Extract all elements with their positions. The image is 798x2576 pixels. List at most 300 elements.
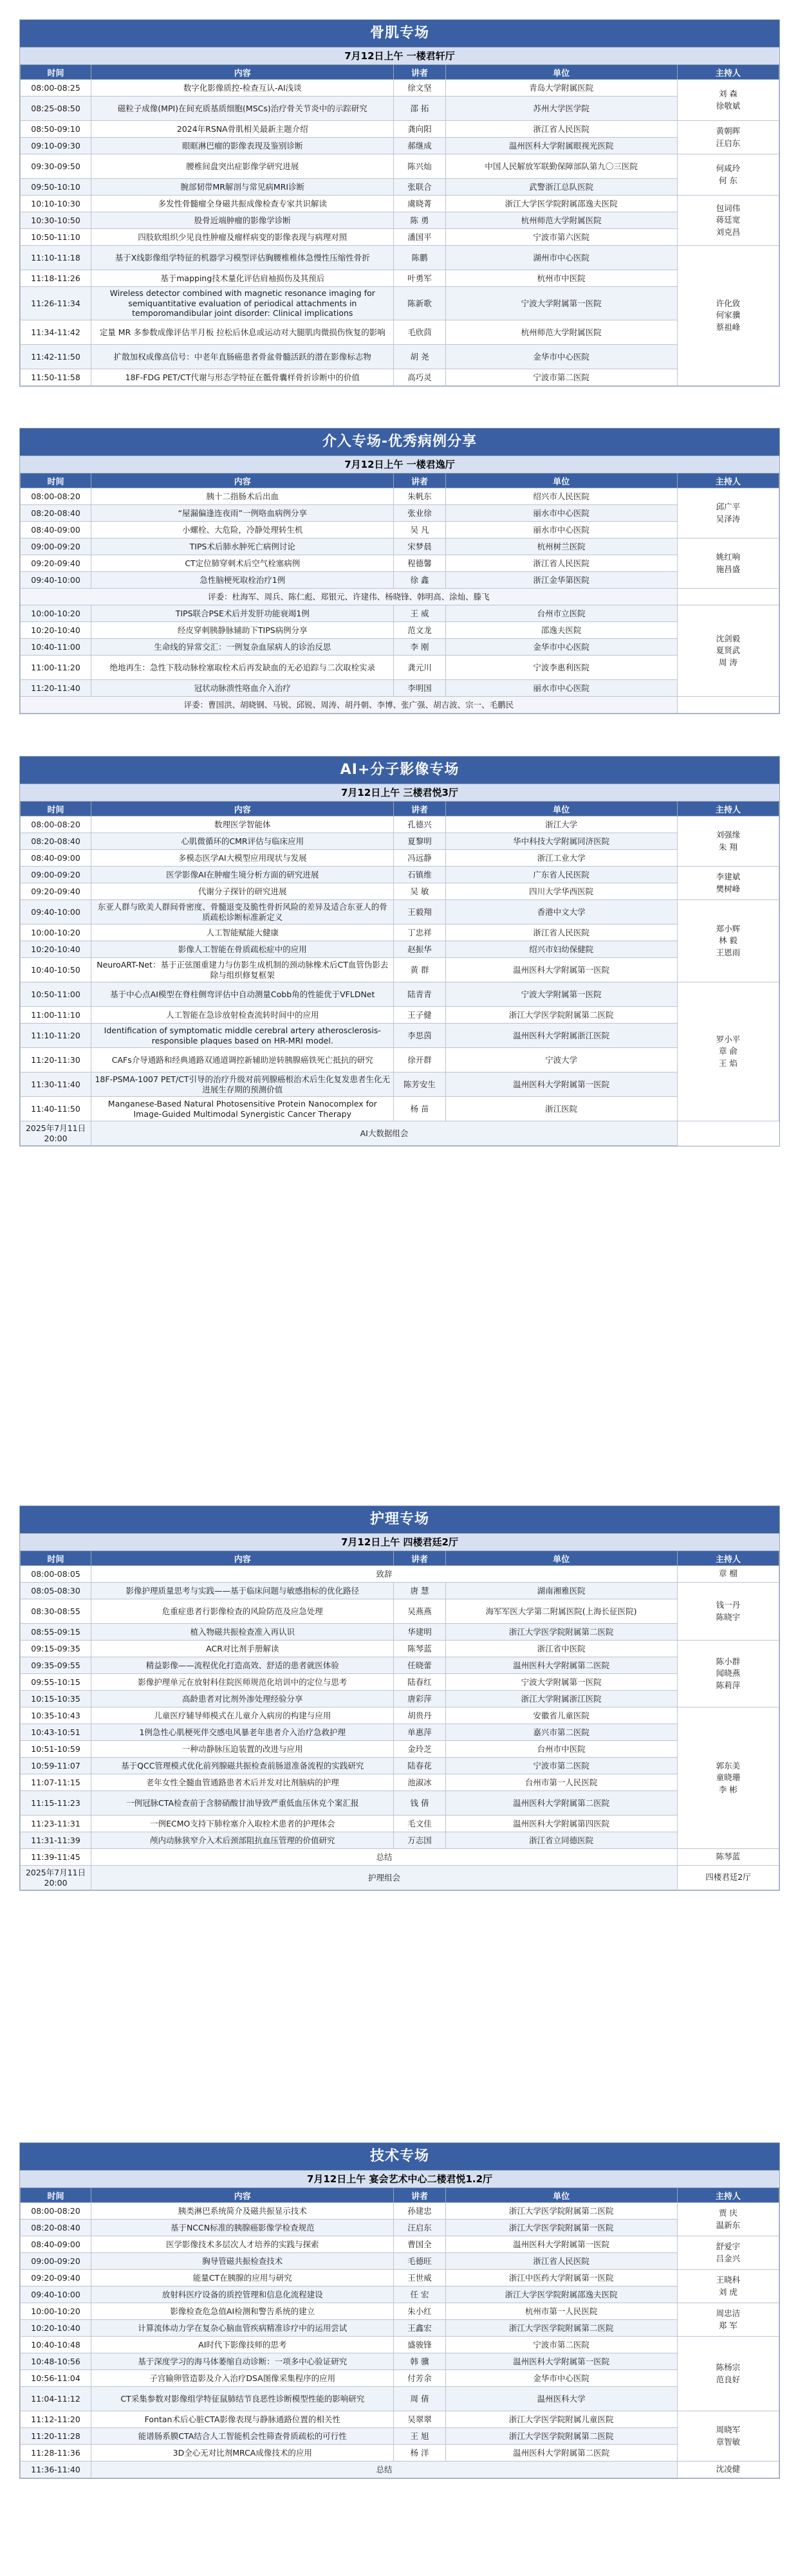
speaker-cell: 宋梦晨 xyxy=(394,538,445,555)
speaker-cell: 陈新歌 xyxy=(394,287,445,320)
unit-cell: 杭州树兰医院 xyxy=(445,538,677,555)
table-row xyxy=(21,1007,779,1024)
column-header-speaker: 讲者 xyxy=(394,802,445,816)
table-row xyxy=(21,925,779,941)
time-cell: 09:30-09:50 xyxy=(21,154,91,179)
unit-cell: 青岛大学附属医院 xyxy=(445,80,677,97)
table-row xyxy=(21,1072,779,1097)
time-cell: 11:20-11:28 xyxy=(21,2428,91,2445)
speaker-cell: 王子健 xyxy=(394,1007,445,1024)
content-cell: 高龄患者对比剂外渗处理经验分享 xyxy=(91,1691,394,1707)
speaker-cell: 潘国平 xyxy=(394,229,445,246)
speaker-cell: 夏黎明 xyxy=(394,833,445,850)
speaker-cell: 程德馨 xyxy=(394,555,445,572)
table-row xyxy=(21,1758,779,1774)
time-cell: 11:40-11:50 xyxy=(21,1097,91,1121)
judges-row: 评委：杜海军、周兵、陈仁彪、郑银元、许建伟、杨晓锋、韩明高、涂灿、滕飞 xyxy=(21,589,678,605)
column-header-time: 时间 xyxy=(21,802,91,816)
unit-cell: 武警浙江总队医院 xyxy=(445,179,677,196)
speaker-cell: 韩 骥 xyxy=(394,2353,445,2370)
time-cell: 08:00-08:20 xyxy=(21,488,91,505)
table-row xyxy=(21,2461,779,2478)
speaker-cell: 陈 勇 xyxy=(394,212,445,229)
content-cell: 儿童医疗辅导师模式在儿童介入病房的构建与应用 xyxy=(91,1707,394,1724)
content-cell: ACR对比剂手册解读 xyxy=(91,1641,394,1657)
time-cell: 09:40-10:00 xyxy=(21,900,91,925)
time-cell: 09:35-09:55 xyxy=(21,1657,91,1674)
column-header-content: 内容 xyxy=(91,65,394,80)
table-row xyxy=(21,850,779,867)
content-cell: TIPS术后肺水肿死亡病例讨论 xyxy=(91,538,394,555)
chair-cell: 陈琴蓝 xyxy=(677,1849,779,1866)
table-row xyxy=(21,488,779,505)
unit-cell: 金华市中心医院 xyxy=(445,345,677,369)
time-cell: 10:48-10:56 xyxy=(21,2353,91,2370)
content-cell: 一例ECMO支持下肺栓塞介入取栓术患者的护理体会 xyxy=(91,1816,394,1832)
time-cell: 10:00-10:20 xyxy=(21,605,91,622)
schedule-table xyxy=(20,1550,779,1890)
table-row xyxy=(21,1566,779,1583)
unit-cell: 苏州大学医学院 xyxy=(445,97,677,121)
unit-cell: 台州市第一人民医院 xyxy=(445,1774,677,1791)
column-header-chair: 主持人 xyxy=(677,2188,779,2203)
time-cell: 10:20-10:40 xyxy=(21,2320,91,2337)
time-cell: 11:31-11:39 xyxy=(21,1832,91,1849)
content-cell: 眼眶淋巴瘤的影像表现及鉴别诊断 xyxy=(91,138,394,154)
time-cell: 11:42-11:50 xyxy=(21,345,91,369)
time-cell: 09:00-09:20 xyxy=(21,2253,91,2270)
table-row xyxy=(21,2428,779,2445)
unit-cell: 温州医科大学 xyxy=(445,2387,677,2411)
table-row xyxy=(21,1741,779,1758)
table-row xyxy=(21,2203,779,2220)
session-date-venue: 7月12日上午 一楼君轩厅 xyxy=(20,47,779,64)
column-header-unit: 单位 xyxy=(445,474,677,488)
unit-cell: 浙江大学医学院附属邵逸夫医院 xyxy=(445,196,677,212)
unit-cell: 丽水市中心医院 xyxy=(445,522,677,538)
table-row xyxy=(21,154,779,179)
speaker-cell: 王 威 xyxy=(394,605,445,622)
speaker-cell: 王 旭 xyxy=(394,2428,445,2445)
table-row xyxy=(21,2220,779,2236)
schedule-table xyxy=(20,64,779,386)
time-cell: 08:00-08:05 xyxy=(21,1566,91,1583)
table-row xyxy=(21,1583,779,1599)
time-cell: 09:20-09:40 xyxy=(21,2270,91,2286)
table-row xyxy=(21,656,779,680)
unit-cell: 温州医科大学附属第四医院 xyxy=(445,1816,677,1832)
content-cell: 急性脑梗死取栓治疗1例 xyxy=(91,572,394,589)
session-interv xyxy=(19,428,780,714)
speaker-cell: 吴翠翠 xyxy=(394,2411,445,2428)
time-cell: 11:04-11:12 xyxy=(21,2387,91,2411)
speaker-cell: 朱小红 xyxy=(394,2303,445,2320)
table-row xyxy=(21,1097,779,1121)
session-tech xyxy=(19,2142,780,2479)
table-row xyxy=(21,1657,779,1674)
content-cell: 冠状动脉溃性咯血介入治疗 xyxy=(91,680,394,697)
speaker-cell: 高巧灵 xyxy=(394,369,445,386)
unit-cell: 浙江大学医学院附属儿童医院 xyxy=(445,2411,677,2428)
unit-cell: 华中科技大学附属同济医院 xyxy=(445,833,677,850)
time-cell: 08:20-08:40 xyxy=(21,833,91,850)
column-header-speaker: 讲者 xyxy=(394,2188,445,2203)
chair-cell: 舒爱宇 吕金兴 xyxy=(677,2236,779,2270)
content-cell: 子宫输卵管造影及介入治疗DSA图像采集程序的应用 xyxy=(91,2370,394,2387)
session-date-venue: 7月12日上午 三楼君悦3厅 xyxy=(20,784,779,801)
table-row xyxy=(21,1624,779,1641)
speaker-cell: 金玲芝 xyxy=(394,1741,445,1758)
table-row xyxy=(21,1048,779,1072)
table-row xyxy=(21,639,779,656)
chair-cell: 罗小平 章 俞 王 焰 xyxy=(677,982,779,1121)
unit-cell: 杭州市中医院 xyxy=(445,270,677,287)
speaker-cell: 唐彩萍 xyxy=(394,1691,445,1707)
speaker-cell: 王鑫宏 xyxy=(394,2320,445,2337)
content-cell: 人工智能在急诊放射检查流转时间中的应用 xyxy=(91,1007,394,1024)
speaker-cell: 虞晓菁 xyxy=(394,196,445,212)
content-cell: 股骨近端肿瘤的影像学诊断 xyxy=(91,212,394,229)
schedule-table xyxy=(20,473,779,713)
content-cell: 颅内动脉狭窄介入术后颈部阻抗血压管理的价值研究 xyxy=(91,1832,394,1849)
speaker-cell: 吴燕燕 xyxy=(394,1599,445,1624)
column-header-chair: 主持人 xyxy=(677,1551,779,1566)
speaker-cell: 汪启东 xyxy=(394,2220,445,2236)
unit-cell: 绍兴市妇幼保健院 xyxy=(445,941,677,958)
speaker-cell: 丁忠祥 xyxy=(394,925,445,941)
time-cell: 08:00-08:20 xyxy=(21,816,91,833)
content-cell: Wireless detector combined with magnetic resonance imaging for semiquantitative evaluation of periodical attachments in temporomandibular joint disorder: Clinical implications xyxy=(91,287,394,320)
content-cell: CT采集参数对影像组学特征鼠肺结节良恶性诊断模型性能的影响研究 xyxy=(91,2387,394,2411)
merged-content-cell: 致辞 xyxy=(91,1566,678,1583)
session-bone xyxy=(19,19,780,387)
time-cell: 08:55-09:15 xyxy=(21,1624,91,1641)
speaker-cell: 孔德兴 xyxy=(394,816,445,833)
content-cell: 代谢分子探针的研究进展 xyxy=(91,883,394,900)
speaker-cell: 郝继成 xyxy=(394,138,445,154)
speaker-cell: 吴 凡 xyxy=(394,522,445,538)
column-header-content: 内容 xyxy=(91,1551,394,1566)
time-cell: 10:40-11:00 xyxy=(21,639,91,656)
content-cell: 基于QCC管理模式优化前列腺磁共振检查前肠道准备流程的实践研究 xyxy=(91,1758,394,1774)
chair-cell: 姚红响 施昌盛 xyxy=(677,538,779,589)
time-cell: 10:50-11:00 xyxy=(21,982,91,1007)
column-header-content: 内容 xyxy=(91,802,394,816)
session-ai xyxy=(19,756,780,1146)
chair-cell: 许化致 何家骥 蔡祖峰 xyxy=(677,246,779,386)
chair-cell: 钱一丹 陈晓宇 xyxy=(677,1583,779,1641)
content-cell: 腰椎间盘突出症影像学研究进展 xyxy=(91,154,394,179)
table-row xyxy=(21,2303,779,2320)
session-date-venue: 7月12日上午 一楼君逸厅 xyxy=(20,455,779,473)
judges-row: 评委：曹国洪、胡晓钢、马锐、邱锐、周涛、胡丹朝、李博、张广强、胡吉波、宗一、毛鹏民 xyxy=(21,697,678,713)
speaker-cell: 陆春红 xyxy=(394,1674,445,1691)
unit-cell: 浙江医院 xyxy=(445,1097,677,1121)
unit-cell: 宁波市第六医院 xyxy=(445,229,677,246)
speaker-cell: 叶勇军 xyxy=(394,270,445,287)
table-row xyxy=(21,833,779,850)
time-cell: 10:00-10:20 xyxy=(21,925,91,941)
table-row xyxy=(21,941,779,958)
session-title: 骨肌专场 xyxy=(20,20,779,47)
time-cell: 10:10-10:30 xyxy=(21,196,91,212)
speaker-cell: 陈兴灿 xyxy=(394,154,445,179)
speaker-cell: 冯远静 xyxy=(394,850,445,867)
table-row xyxy=(21,2337,779,2353)
time-cell: 10:50-11:10 xyxy=(21,229,91,246)
time-cell: 09:15-09:35 xyxy=(21,1641,91,1657)
table-row xyxy=(21,900,779,925)
unit-cell: 浙江省人民医院 xyxy=(445,121,677,138)
chair-cell xyxy=(677,697,779,713)
content-cell: 定量 MR 多参数成像评估半月板 拉松后休息或运动对大腿肌肉微损伤恢复的影响 xyxy=(91,320,394,345)
unit-cell: 金华市中心医院 xyxy=(445,2370,677,2387)
session-date-venue: 7月12日上午 宴会艺术中心二楼君悦1.2厅 xyxy=(20,2170,779,2187)
time-cell: 2025年7月11日 20:00 xyxy=(21,1121,91,1146)
content-cell: 计算流体动力学在复杂心脑血管疾病精准诊疗中的运用尝试 xyxy=(91,2320,394,2337)
content-cell: 1例急性心肌梗死伴交感电风暴老年患者介入治疗急救护理 xyxy=(91,1724,394,1741)
unit-cell: 丽水市中心医院 xyxy=(445,505,677,522)
unit-cell: 绍兴市人民医院 xyxy=(445,488,677,505)
table-row xyxy=(21,138,779,154)
unit-cell: 邵逸夫医院 xyxy=(445,622,677,639)
speaker-cell: 周 倩 xyxy=(394,2387,445,2411)
unit-cell: 浙江中医药大学附属第一医院 xyxy=(445,2270,677,2286)
time-cell: 10:30-10:50 xyxy=(21,212,91,229)
table-row xyxy=(21,622,779,639)
time-cell: 10:40-10:48 xyxy=(21,2337,91,2353)
speaker-cell: 龚元川 xyxy=(394,656,445,680)
table-row xyxy=(21,80,779,97)
content-cell: 生命线的异常交汇：一例复杂血尿病人的诊治反思 xyxy=(91,639,394,656)
table-row xyxy=(21,345,779,369)
content-cell: 胰类淋巴系统简介及磁共振显示技术 xyxy=(91,2203,394,2220)
table-row xyxy=(21,1816,779,1832)
table-row xyxy=(21,1691,779,1707)
content-cell: 一种动静脉压迫装置的改进与应用 xyxy=(91,1741,394,1758)
speaker-cell: 陈鹏 xyxy=(394,246,445,270)
unit-cell: 广东省人民医院 xyxy=(445,867,677,883)
schedule-table xyxy=(20,801,779,1146)
speaker-cell: 杨 洋 xyxy=(394,2445,445,2461)
table-row xyxy=(21,555,779,572)
column-header-speaker: 讲者 xyxy=(394,65,445,80)
table-row xyxy=(21,2411,779,2428)
speaker-cell: 王世威 xyxy=(394,2270,445,2286)
unit-cell: 浙江省立同德医院 xyxy=(445,1832,677,1849)
unit-cell: 温州医科大学附属第二医院 xyxy=(445,1657,677,1674)
time-cell: 11:30-11:40 xyxy=(21,1072,91,1097)
unit-cell: 丽水市中心医院 xyxy=(445,680,677,697)
time-cell: 09:10-09:30 xyxy=(21,138,91,154)
table-row xyxy=(21,589,779,605)
chair-cell: 黄朝晖 汪启东 xyxy=(677,121,779,154)
content-cell: CT定位肺穿刺术后空气栓塞病例 xyxy=(91,555,394,572)
time-cell: 11:20-11:40 xyxy=(21,680,91,697)
content-cell: NeuroART-Net：基于正弦图重建力与仿影生成机制的颈动脉橡术后CT血管伪影去除与组织修复框架 xyxy=(91,958,394,982)
content-cell: 能谱肠系膜CTA结合人工智能机会性筛查骨质疏松的可行性 xyxy=(91,2428,394,2445)
table-row xyxy=(21,1849,779,1866)
unit-cell: 宁波大学 xyxy=(445,1048,677,1072)
session-nurse xyxy=(19,1505,780,1891)
merged-content-cell: 总结 xyxy=(91,2461,678,2478)
unit-cell: 浙江大学医学院附属第二医院 xyxy=(445,1624,677,1641)
content-cell: 扩散加权成像高信号：中老年直肠癌患者骨盆骨髓活跃的潜在影像标志物 xyxy=(91,345,394,369)
merged-content-cell: AI大数据组会 xyxy=(91,1121,678,1146)
unit-cell: 台州市中医院 xyxy=(445,1741,677,1758)
column-header-speaker: 讲者 xyxy=(394,1551,445,1566)
speaker-cell: 唐 慧 xyxy=(394,1583,445,1599)
time-cell: 08:00-08:20 xyxy=(21,2203,91,2220)
session-title: 护理专场 xyxy=(20,1506,779,1533)
content-cell: 基于mapping技术量化评估肩袖损伤及其预后 xyxy=(91,270,394,287)
time-cell: 10:00-10:20 xyxy=(21,2303,91,2320)
schedule-table xyxy=(20,2187,779,2478)
table-row xyxy=(21,2353,779,2370)
table-row xyxy=(21,179,779,196)
time-cell: 11:10-11:18 xyxy=(21,246,91,270)
column-header-unit: 单位 xyxy=(445,2188,677,2203)
unit-cell: 温州医科大学附属眼视光医院 xyxy=(445,138,677,154)
time-cell: 08:40-09:00 xyxy=(21,2236,91,2253)
unit-cell: 杭州师范大学附属医院 xyxy=(445,212,677,229)
table-row xyxy=(21,883,779,900)
column-header-time: 时间 xyxy=(21,474,91,488)
time-cell: 10:20-10:40 xyxy=(21,622,91,639)
column-header-unit: 单位 xyxy=(445,802,677,816)
time-cell: 08:05-08:30 xyxy=(21,1583,91,1599)
unit-cell: 浙江大学 xyxy=(445,816,677,833)
speaker-cell: 毛文佳 xyxy=(394,1816,445,1832)
table-row xyxy=(21,2253,779,2270)
content-cell: 老年女性全髓血管通路患者术后并发对比剂脑病的护理 xyxy=(91,1774,394,1791)
content-cell: 东亚人群与欧美人群间骨密度、骨髓退变及脆性骨折风险的差异及适合东亚人的骨质疏松诊断标准新定义 xyxy=(91,900,394,925)
table-row xyxy=(21,1832,779,1849)
content-cell: Manganese-Based Natural Photosensitive Protein Nanocomplex for Image-Guided Multimodal Synergistic Cancer Therapy xyxy=(91,1097,394,1121)
speaker-cell: 孙建忠 xyxy=(394,2203,445,2220)
column-header-speaker: 讲者 xyxy=(394,474,445,488)
unit-cell: 温州医科大学附属第一医院 xyxy=(445,2353,677,2370)
time-cell: 11:15-11:23 xyxy=(21,1791,91,1816)
content-cell: 2024年RSNA骨肌相关最新主题介绍 xyxy=(91,121,394,138)
content-cell: 胰十二指肠术后出血 xyxy=(91,488,394,505)
table-row xyxy=(21,572,779,589)
time-cell: 08:40-09:00 xyxy=(21,850,91,867)
speaker-cell: 吴 敏 xyxy=(394,883,445,900)
session-title: 技术专场 xyxy=(20,2143,779,2170)
time-cell: 08:20-08:40 xyxy=(21,505,91,522)
table-row xyxy=(21,1674,779,1691)
unit-cell: 浙江省人民医院 xyxy=(445,925,677,941)
time-cell: 11:26-11:34 xyxy=(21,287,91,320)
speaker-cell: 任晓蕾 xyxy=(394,1657,445,1674)
unit-cell: 杭州师范大学附属医院 xyxy=(445,320,677,345)
time-cell: 11:00-11:10 xyxy=(21,1007,91,1024)
table-row xyxy=(21,538,779,555)
table-row xyxy=(21,522,779,538)
unit-cell: 温州医科大学附属第二医院 xyxy=(445,2445,677,2461)
speaker-cell: 陆青青 xyxy=(394,982,445,1007)
table-row xyxy=(21,680,779,697)
unit-cell: 中国人民解放军联勤保障部队第九〇三医院 xyxy=(445,154,677,179)
unit-cell: 宁波李惠利医院 xyxy=(445,656,677,680)
unit-cell: 浙江大学医学院附属第二医院 xyxy=(445,1007,677,1024)
chair-cell: 陈杨宗 范良好 xyxy=(677,2337,779,2411)
unit-cell: 温州医科大学附属第二医院 xyxy=(445,1791,677,1816)
time-cell: 11:20-11:30 xyxy=(21,1048,91,1072)
speaker-cell: 杨 苗 xyxy=(394,1097,445,1121)
column-header-time: 时间 xyxy=(21,2188,91,2203)
unit-cell: 安徽省儿童医院 xyxy=(445,1707,677,1724)
session-title: 介入专场-优秀病例分享 xyxy=(20,428,779,455)
speaker-cell: 李 刚 xyxy=(394,639,445,656)
table-row xyxy=(21,2320,779,2337)
table-row xyxy=(21,2387,779,2411)
time-cell: 09:40-10:00 xyxy=(21,2286,91,2303)
session-date-venue: 7月12日上午 四楼君廷2厅 xyxy=(20,1533,779,1550)
chair-cell: 刘强缘 朱 翔 xyxy=(677,816,779,867)
unit-cell: 浙江大学医学院附属第二医院 xyxy=(445,2320,677,2337)
speaker-cell: 徐 鑫 xyxy=(394,572,445,589)
column-header-content: 内容 xyxy=(91,474,394,488)
content-cell: 小螺栓、大危险，冷静处理转生机 xyxy=(91,522,394,538)
speaker-cell: 陆春花 xyxy=(394,1758,445,1774)
unit-cell: 宁波大学附属第一医院 xyxy=(445,287,677,320)
table-row xyxy=(21,1774,779,1791)
speaker-cell: 陈琴蓝 xyxy=(394,1641,445,1657)
time-cell: 09:20-09:40 xyxy=(21,883,91,900)
content-cell: 基于深度学习的海马体萎缩自动诊断：一项多中心验证研究 xyxy=(91,2353,394,2370)
unit-cell: 湖州市中心医院 xyxy=(445,246,677,270)
unit-cell: 海军军医大学第二附属医院(上海长征医院) xyxy=(445,1599,677,1624)
content-cell: Identification of symptomatic middle cerebral artery atherosclerosis-responsible plaques based on HR-MRI model. xyxy=(91,1024,394,1048)
unit-cell: 嘉兴市第二医院 xyxy=(445,1724,677,1741)
chair-cell: 郑小辉 林 毅 王恩雨 xyxy=(677,900,779,982)
table-row xyxy=(21,1599,779,1624)
content-cell: 基于中心点AI模型在脊柱侧弯评估中自动测量Cobb角的性能优于VFLDNet xyxy=(91,982,394,1007)
table-row xyxy=(21,2286,779,2303)
speaker-cell: 胡贵丹 xyxy=(394,1707,445,1724)
time-cell: 11:23-11:31 xyxy=(21,1816,91,1832)
table-row xyxy=(21,816,779,833)
content-cell: 3D全心无对比剂MRCA成像技术的应用 xyxy=(91,2445,394,2461)
unit-cell: 温州医科大学附属浙江医院 xyxy=(445,1024,677,1048)
content-cell: Fontan术后心脏CTA影像表现与静脉通路位置的相关性 xyxy=(91,2411,394,2428)
content-cell: 腕部韧带MR解剖与常见病MRI诊断 xyxy=(91,179,394,196)
table-row xyxy=(21,1024,779,1048)
speaker-cell: 曹国全 xyxy=(394,2236,445,2253)
table-row xyxy=(21,121,779,138)
speaker-cell: 王毅翔 xyxy=(394,900,445,925)
speaker-cell: 朱帆东 xyxy=(394,488,445,505)
content-cell: 多模态医学AI大模型应用现状与发展 xyxy=(91,850,394,867)
chair-cell xyxy=(677,589,779,605)
chair-cell: 沈凌健 xyxy=(677,2461,779,2478)
time-cell: 11:28-11:36 xyxy=(21,2445,91,2461)
chair-cell: 四楼君廷2厅 xyxy=(677,1866,779,1890)
table-row xyxy=(21,1866,779,1890)
chair-cell: 陈小群 闻晓燕 陈莉萍 xyxy=(677,1641,779,1707)
time-cell: 11:34-11:42 xyxy=(21,320,91,345)
content-cell: 基于X线影像组学特征的机器学习模型评估胸腰椎椎体急慢性压缩性骨折 xyxy=(91,246,394,270)
speaker-cell: 华建明 xyxy=(394,1624,445,1641)
content-cell: CAFs介导通路和经典通路双通道调控新辅助逆转胰腺癌铁死亡抵抗的研究 xyxy=(91,1048,394,1072)
content-cell: 影像人工智能在骨质疏松症中的应用 xyxy=(91,941,394,958)
table-row xyxy=(21,605,779,622)
time-cell: 2025年7月11日 20:00 xyxy=(21,1866,91,1890)
speaker-cell: 陈芳安生 xyxy=(394,1072,445,1097)
time-cell: 10:59-11:07 xyxy=(21,1758,91,1774)
